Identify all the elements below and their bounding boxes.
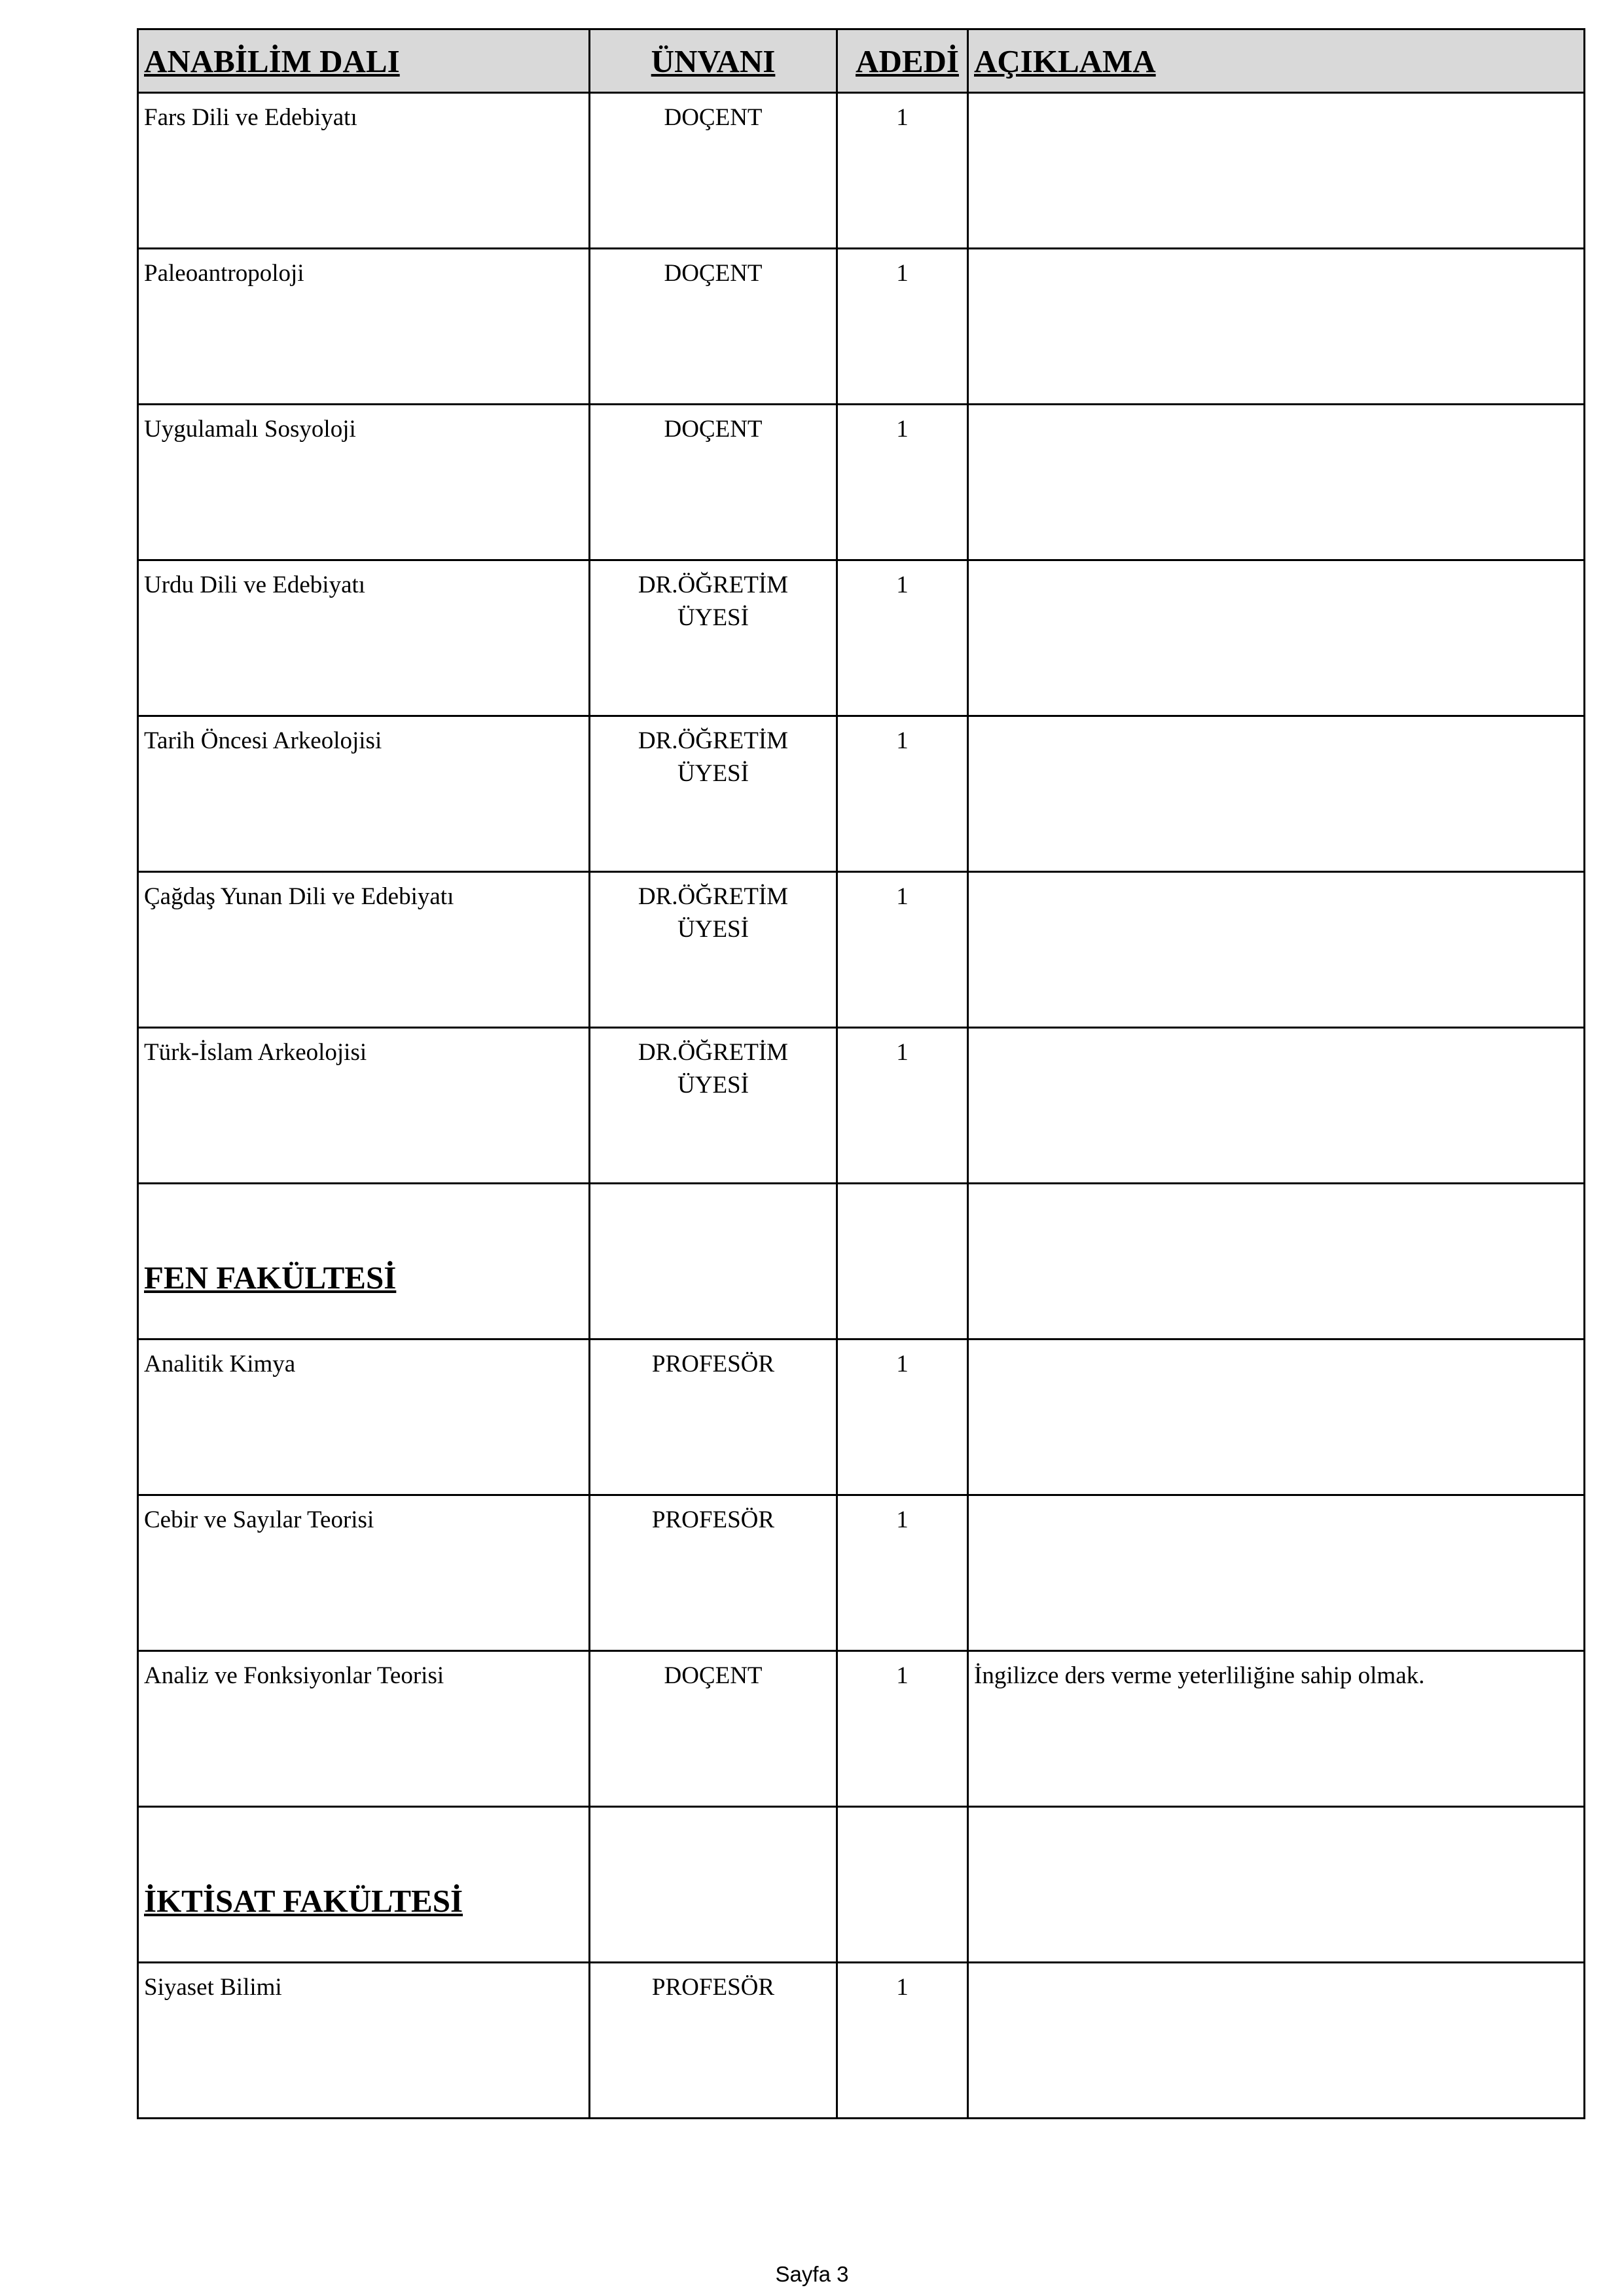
title-cell: PROFESÖR bbox=[590, 1963, 837, 2119]
title-cell: DOÇENT bbox=[590, 249, 837, 405]
count-cell: 1 bbox=[837, 560, 968, 716]
title-cell: DOÇENT bbox=[590, 405, 837, 560]
title-cell bbox=[590, 1184, 837, 1339]
department-cell: Analitik Kimya bbox=[138, 1339, 590, 1495]
header-row bbox=[138, 29, 1585, 93]
count-cell: 1 bbox=[837, 1963, 968, 2119]
note-cell bbox=[968, 93, 1585, 249]
note-cell bbox=[968, 716, 1585, 872]
department-cell: Türk-İslam Arkeolojisi bbox=[138, 1028, 590, 1184]
faculty-header-row bbox=[138, 1184, 1585, 1339]
count-cell bbox=[837, 1184, 968, 1339]
header-count: ADEDİ bbox=[837, 29, 968, 93]
department-cell: Tarih Öncesi Arkeolojisi bbox=[138, 716, 590, 872]
count-cell: 1 bbox=[837, 1495, 968, 1651]
note-cell bbox=[968, 560, 1585, 716]
note-cell bbox=[968, 1184, 1585, 1339]
note-cell bbox=[968, 1495, 1585, 1651]
count-cell: 1 bbox=[837, 1651, 968, 1807]
header-title: ÜNVANI bbox=[590, 29, 837, 93]
department-cell: Fars Dili ve Edebiyatı bbox=[138, 93, 590, 249]
table-row bbox=[138, 405, 1585, 560]
department-cell: Analiz ve Fonksiyonlar Teorisi bbox=[138, 1651, 590, 1807]
table-row bbox=[138, 560, 1585, 716]
table-row bbox=[138, 1339, 1585, 1495]
table-row bbox=[138, 93, 1585, 249]
table-row bbox=[138, 1495, 1585, 1651]
department-cell: Paleoantropoloji bbox=[138, 249, 590, 405]
count-cell: 1 bbox=[837, 249, 968, 405]
positions-table bbox=[137, 28, 1585, 2119]
note-cell bbox=[968, 405, 1585, 560]
department-cell: Uygulamalı Sosyoloji bbox=[138, 405, 590, 560]
faculty-heading: İKTİSAT FAKÜLTESİ bbox=[138, 1807, 590, 1963]
note-cell: İngilizce ders verme yeterliliğine sahip olmak. bbox=[968, 1651, 1585, 1807]
title-cell: DR.ÖĞRETİM ÜYESİ bbox=[590, 716, 837, 872]
department-cell: Urdu Dili ve Edebiyatı bbox=[138, 560, 590, 716]
count-cell bbox=[837, 1807, 968, 1963]
count-cell: 1 bbox=[837, 405, 968, 560]
header-note: AÇIKLAMA bbox=[968, 29, 1585, 93]
title-cell: PROFESÖR bbox=[590, 1339, 837, 1495]
title-cell: DR.ÖĞRETİM ÜYESİ bbox=[590, 560, 837, 716]
page-number: Sayfa 3 bbox=[775, 2262, 849, 2286]
title-cell: DR.ÖĞRETİM ÜYESİ bbox=[590, 872, 837, 1028]
count-cell: 1 bbox=[837, 1339, 968, 1495]
note-cell bbox=[968, 1807, 1585, 1963]
title-cell: PROFESÖR bbox=[590, 1495, 837, 1651]
table-row bbox=[138, 249, 1585, 405]
faculty-heading: FEN FAKÜLTESİ bbox=[138, 1184, 590, 1339]
table-row bbox=[138, 872, 1585, 1028]
count-cell: 1 bbox=[837, 872, 968, 1028]
department-cell: Cebir ve Sayılar Teorisi bbox=[138, 1495, 590, 1651]
title-cell: DOÇENT bbox=[590, 93, 837, 249]
title-cell: DR.ÖĞRETİM ÜYESİ bbox=[590, 1028, 837, 1184]
title-cell bbox=[590, 1807, 837, 1963]
note-cell bbox=[968, 1028, 1585, 1184]
note-cell bbox=[968, 249, 1585, 405]
note-cell bbox=[968, 1339, 1585, 1495]
header-department: ANABİLİM DALI bbox=[138, 29, 590, 93]
count-cell: 1 bbox=[837, 716, 968, 872]
count-cell: 1 bbox=[837, 1028, 968, 1184]
department-cell: Çağdaş Yunan Dili ve Edebiyatı bbox=[138, 872, 590, 1028]
table-row bbox=[138, 1028, 1585, 1184]
table-row bbox=[138, 1651, 1585, 1807]
note-cell bbox=[968, 1963, 1585, 2119]
faculty-header-row bbox=[138, 1807, 1585, 1963]
count-cell: 1 bbox=[837, 93, 968, 249]
note-cell bbox=[968, 872, 1585, 1028]
table-row bbox=[138, 1963, 1585, 2119]
department-cell: Siyaset Bilimi bbox=[138, 1963, 590, 2119]
table-row bbox=[138, 716, 1585, 872]
title-cell: DOÇENT bbox=[590, 1651, 837, 1807]
